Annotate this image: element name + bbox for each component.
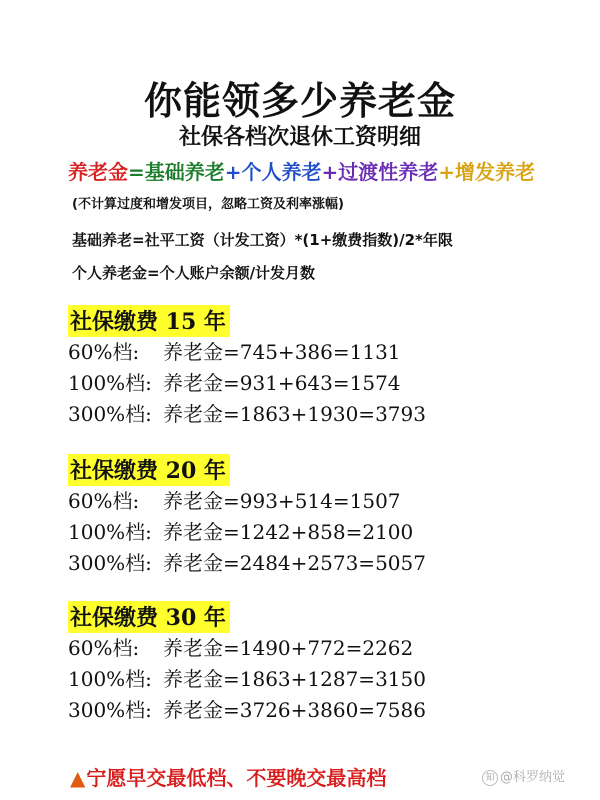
tier-formula: 养老金=1242+858=2100 (163, 520, 414, 544)
calculation-note: (不计算过度和增发项目，忽略工资及利率涨幅) (72, 197, 344, 212)
tier-label: 300%档: (68, 698, 152, 722)
warning-text: 宁愿早交最低档、不要晚交最高档 (86, 766, 387, 790)
tier-label: 300%档: (68, 551, 152, 575)
tier-row (68, 368, 426, 399)
tier-formula: 养老金=1863+1287=3150 (163, 667, 426, 691)
tier-label: 60%档: (68, 489, 140, 513)
warning-banner (70, 762, 386, 791)
tier-row (68, 664, 426, 695)
page-subtitle: 社保各档次退休工资明细 (178, 124, 421, 150)
tier-label: 100%档: (68, 667, 152, 691)
personal-pension-formula: 个人养老金=个人账户余额/计发月数 (72, 264, 316, 282)
tier-label: 100%档: (68, 520, 152, 544)
tier-label: 100%档: (68, 371, 152, 395)
section-title: 社保缴费 20 年 (68, 454, 230, 486)
warning-triangle-icon: ▲ (70, 766, 86, 790)
tier-label: 60%档: (68, 340, 140, 364)
watermark (482, 766, 565, 786)
tier-row (68, 695, 426, 726)
tier-formula: 养老金=3726+3860=7586 (163, 698, 426, 722)
tier-formula: 养老金=931+643=1574 (163, 371, 401, 395)
formula-part-additional: +增发养老 (438, 160, 536, 184)
formula-part-transitional: +过渡性养老 (321, 160, 439, 184)
section-title: 社保缴费 15 年 (68, 305, 230, 337)
tier-row (68, 399, 426, 430)
zhihu-icon: 知 (482, 770, 498, 786)
tier-row (68, 517, 426, 548)
pension-formula (68, 156, 535, 185)
formula-part-personal: +个人养老 (224, 160, 322, 184)
tier-row (68, 486, 426, 517)
section-title: 社保缴费 30 年 (68, 601, 230, 633)
section-20-years (68, 454, 426, 579)
section-30-years (68, 601, 426, 726)
tier-row (68, 548, 426, 579)
tier-label: 300%档: (68, 402, 152, 426)
page-title: 你能领多少养老金 (143, 78, 456, 123)
tier-formula: 养老金=2484+2573=5057 (163, 551, 426, 575)
tier-label: 60%档: (68, 636, 140, 660)
tier-formula: 养老金=1863+1930=3793 (163, 402, 426, 426)
section-15-years (68, 305, 426, 430)
tier-formula: 养老金=745+386=1131 (163, 340, 401, 364)
watermark-text: @科罗纳觉 (500, 770, 566, 785)
tier-formula: 养老金=1490+772=2262 (163, 636, 414, 660)
tier-row (68, 337, 426, 368)
basic-pension-formula: 基础养老=社平工资（计发工资）*(1+缴费指数)/2*年限 (72, 231, 453, 249)
formula-part-basic: =基础养老 (128, 160, 225, 184)
tier-row (68, 633, 426, 664)
formula-part-pension: 养老金 (68, 160, 128, 184)
tier-formula: 养老金=993+514=1507 (163, 489, 401, 513)
